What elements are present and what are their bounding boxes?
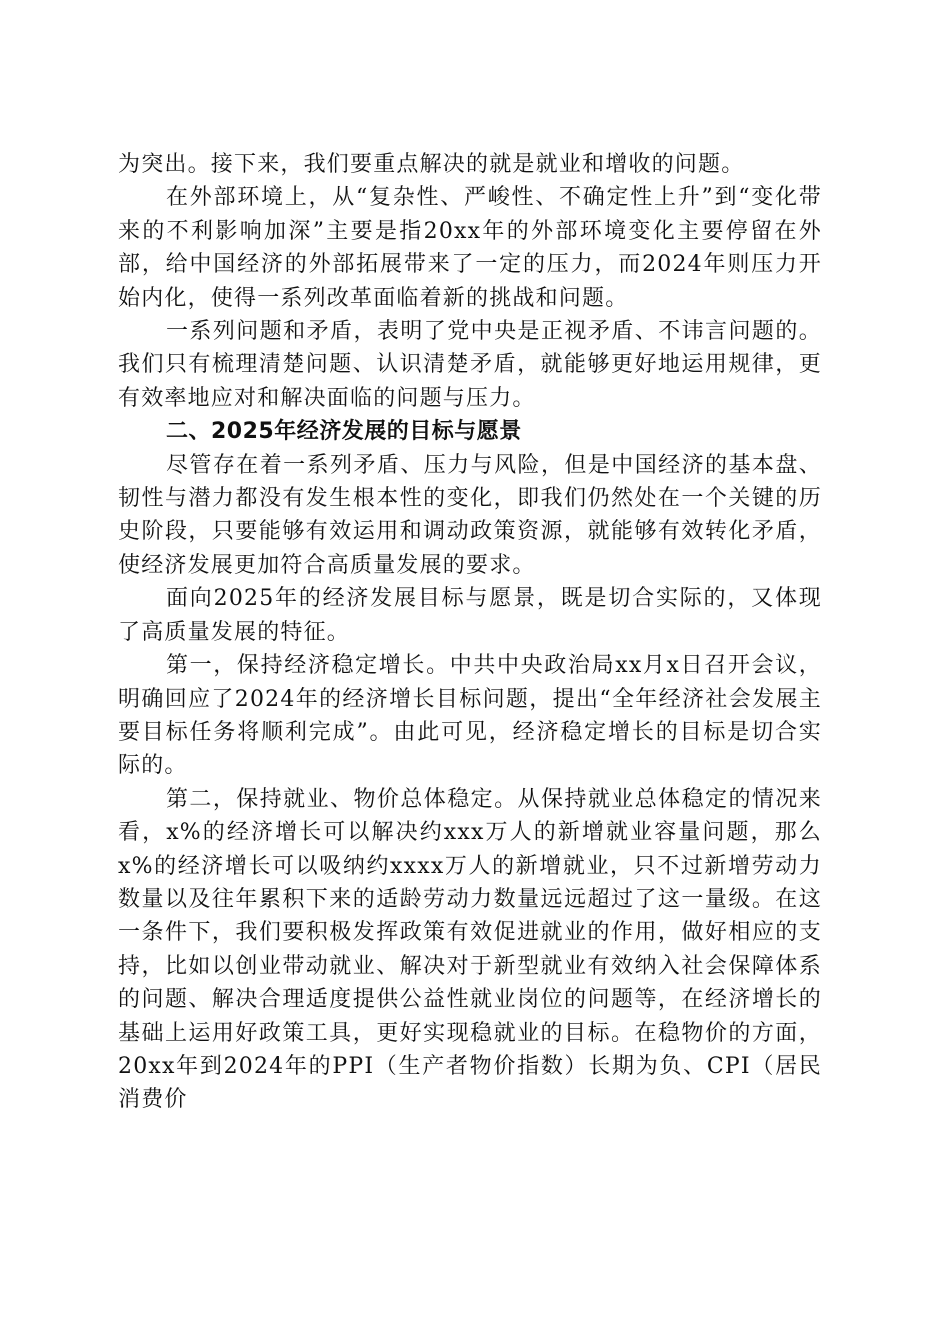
paragraph-point-two: 第二，保持就业、物价总体稳定。从保持就业总体稳定的情况来看，x%的经济增长可以解决约xxx万人的新增就业容量问题，那么x%的经济增长可以吸纳约xxxx万人的新增就业，只不过新增劳动力数量以及往年累积下来的适龄劳动力数量远远超过了这一量级。在这一条件下，我们要积极发挥政策有效促进就业的作用，做好相应的支持，比如以创业带动就业、解决对于新型就业有效纳入社会保障体系的问题、解决合理适度提供公益性就业岗位的问题等，在经济增长的基础上运用好政策工具，更好实现稳就业的目标。在稳物价的方面，20xx年到2024年的PPI（生产者物价指数）长期为负、CPI（居民消费价 — [118, 786, 822, 1113]
paragraph-resilience: 尽管存在着一系列矛盾、压力与风险，但是中国经济的基本盘、韧性与潜力都没有发生根本性的变化，即我们仍然处在一个关键的历史阶段，只要能够有效运用和调动政策资源，就能够有效转化矛盾，使经济发展更加符合高质量发展的要求。 — [118, 452, 822, 578]
paragraph-external-environment: 在外部环境上，从“复杂性、严峻性、不确定性上升”到“变化带来的不利影响加深”主要是指20xx年的外部环境变化主要停留在外部，给中国经济的外部拓展带来了一定的压力，而2024年则压力开始内化，使得一系列改革面临着新的挑战和问题。 — [118, 185, 822, 311]
paragraph-continuation: 为突出。接下来，我们要重点解决的就是就业和增收的问题。 — [118, 152, 745, 177]
paragraph-goals-intro: 面向2025年的经济发展目标与愿景，既是切合实际的，又体现了高质量发展的特征。 — [118, 586, 822, 645]
document-body — [118, 148, 822, 1117]
paragraph-point-one: 第一，保持经济稳定增长。中共中央政治局xx月x日召开会议，明确回应了2024年的经济增长目标问题，提出“全年经济社会发展主要目标任务将顺利完成”。由此可见，经济稳定增长的目标是切合实际的。 — [118, 653, 822, 779]
paragraph-problems-contradictions: 一系列问题和矛盾，表明了党中央是正视矛盾、不讳言问题的。我们只有梳理清楚问题、认识清楚矛盾，就能够更好地运用规律，更有效率地应对和解决面临的问题与压力。 — [118, 319, 822, 411]
section-heading: 二、2025年经济发展的目标与愿景 — [166, 419, 522, 445]
